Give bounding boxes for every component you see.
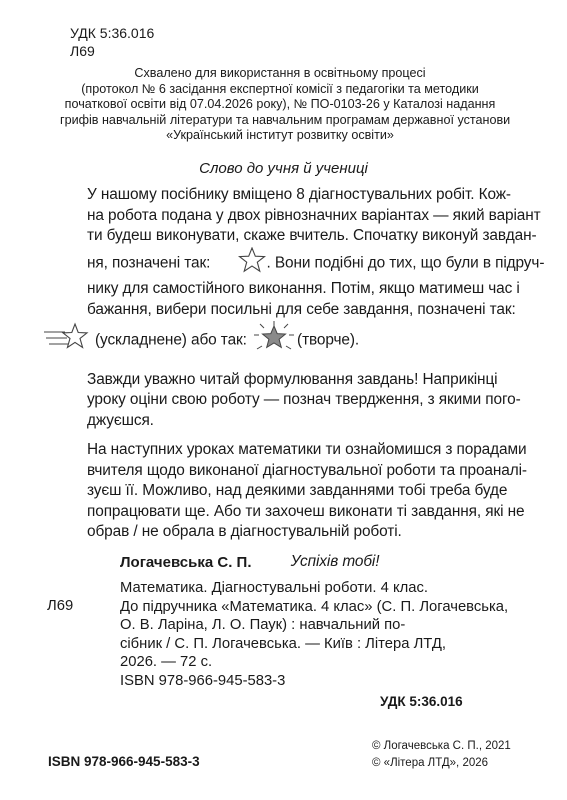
text-line-with-icon [65, 247, 545, 280]
burst-star-icon [251, 320, 297, 361]
intro-paragraph-3 [65, 440, 525, 543]
text-line-with-icons [43, 320, 525, 361]
speed-star-icon [43, 322, 95, 359]
approval-line: (протокол № 6 засідання експертної комісії з педагогіки та методики [81, 81, 479, 96]
biblio-line: До підручника «Математика. 4 клас» (С. П. Логачевська, [120, 598, 509, 615]
approval-line: «Український інститут розвитку освіти» [166, 128, 394, 142]
text-line: нику для самостійного виконання. Потім, якщо матимеш час і [87, 280, 520, 297]
outline-star-icon [215, 247, 267, 280]
footer-isbn: ISBN 978-966-945-583-3 [48, 754, 200, 769]
copyright-block [372, 738, 511, 772]
text-line: ти будеш виконувати, скаже вчитель. Спочатку виконуй завдан- [87, 227, 537, 244]
text-line: На наступних уроках математики ти ознайомишся з порадами [87, 441, 527, 458]
closing-wish: Успіхів тобі! [290, 552, 380, 570]
text-segment: . Вони подібні до тих, що були в підруч- [266, 253, 545, 271]
text-segment: ня, позначені так: [87, 253, 211, 271]
text-line: зуєш її. Можливо, над деякими завданнями тобі треба буде [87, 482, 508, 499]
text-line: уроку оціни свою роботу — познач твердження, з якими пого- [87, 391, 521, 408]
biblio-line: сібник / С. П. Логачевська. — Київ : Літера ЛТД, [120, 635, 446, 652]
text-line: бажання, вибери посильні для себе завдання, позначені так: [87, 300, 516, 318]
copyright-publisher: © «Літера ЛТД», 2026 [372, 757, 489, 769]
udk-header [70, 24, 154, 60]
text-line: на робота подана у двох рівнозначних варіантах — який варіант [87, 206, 541, 224]
text-line: джуєшся. [87, 411, 154, 429]
approval-line: грифів навчальній літератури та навчальним програмам державної установи [60, 112, 511, 127]
text-line: У нашому посібнику вміщено 8 діагностувальних робіт. Кож- [87, 186, 511, 203]
text-segment: (ускладнене) або так: [95, 331, 247, 349]
biblio-isbn: ISBN 978-966-945-583-3 [120, 672, 286, 689]
intro-paragraph-2 [65, 370, 525, 432]
copyright-author: © Логачевська С. П., 2021 [372, 740, 511, 752]
approval-line: Схвалено для використання в освітньому процесі [134, 66, 426, 80]
biblio-udk: УДК 5:36.016 [380, 694, 463, 709]
text-line: обрав / не обрала в діагностувальній роботі. [87, 523, 402, 540]
bbk-code: Л69 [70, 43, 95, 59]
intro-title: Слово до учня й учениці [199, 160, 368, 177]
approval-line: початкової освіти від 07.04.2026 року), № ПО-0103-26 у Каталозі надання [64, 97, 496, 111]
biblio-line: 2026. — 72 с. [120, 654, 213, 671]
biblio-author: Логачевська С. П. [120, 554, 252, 571]
intro-paragraph-1 [65, 185, 545, 361]
intro-body [65, 185, 545, 572]
biblio-line: О. В. Ларіна, Л. О. Паук) : навчальний по- [120, 617, 406, 634]
biblio-bbk: Л69 [47, 598, 74, 614]
text-line: вчителя щодо виконаної діагностувальної роботи та проаналі- [87, 461, 527, 479]
text-line: Завжди уважно читай формулювання завдань! Наприкінці [87, 370, 498, 388]
text-line: попрацювати ще. Або ти захочеш виконати ті завдання, які не [87, 502, 525, 520]
biblio-record [120, 579, 520, 691]
text-segment: (творче). [297, 331, 360, 349]
approval-notice [60, 66, 511, 144]
biblio-line: Математика. Діагностувальні роботи. 4 клас. [120, 580, 428, 596]
udk-code: УДК 5:36.016 [70, 25, 155, 41]
